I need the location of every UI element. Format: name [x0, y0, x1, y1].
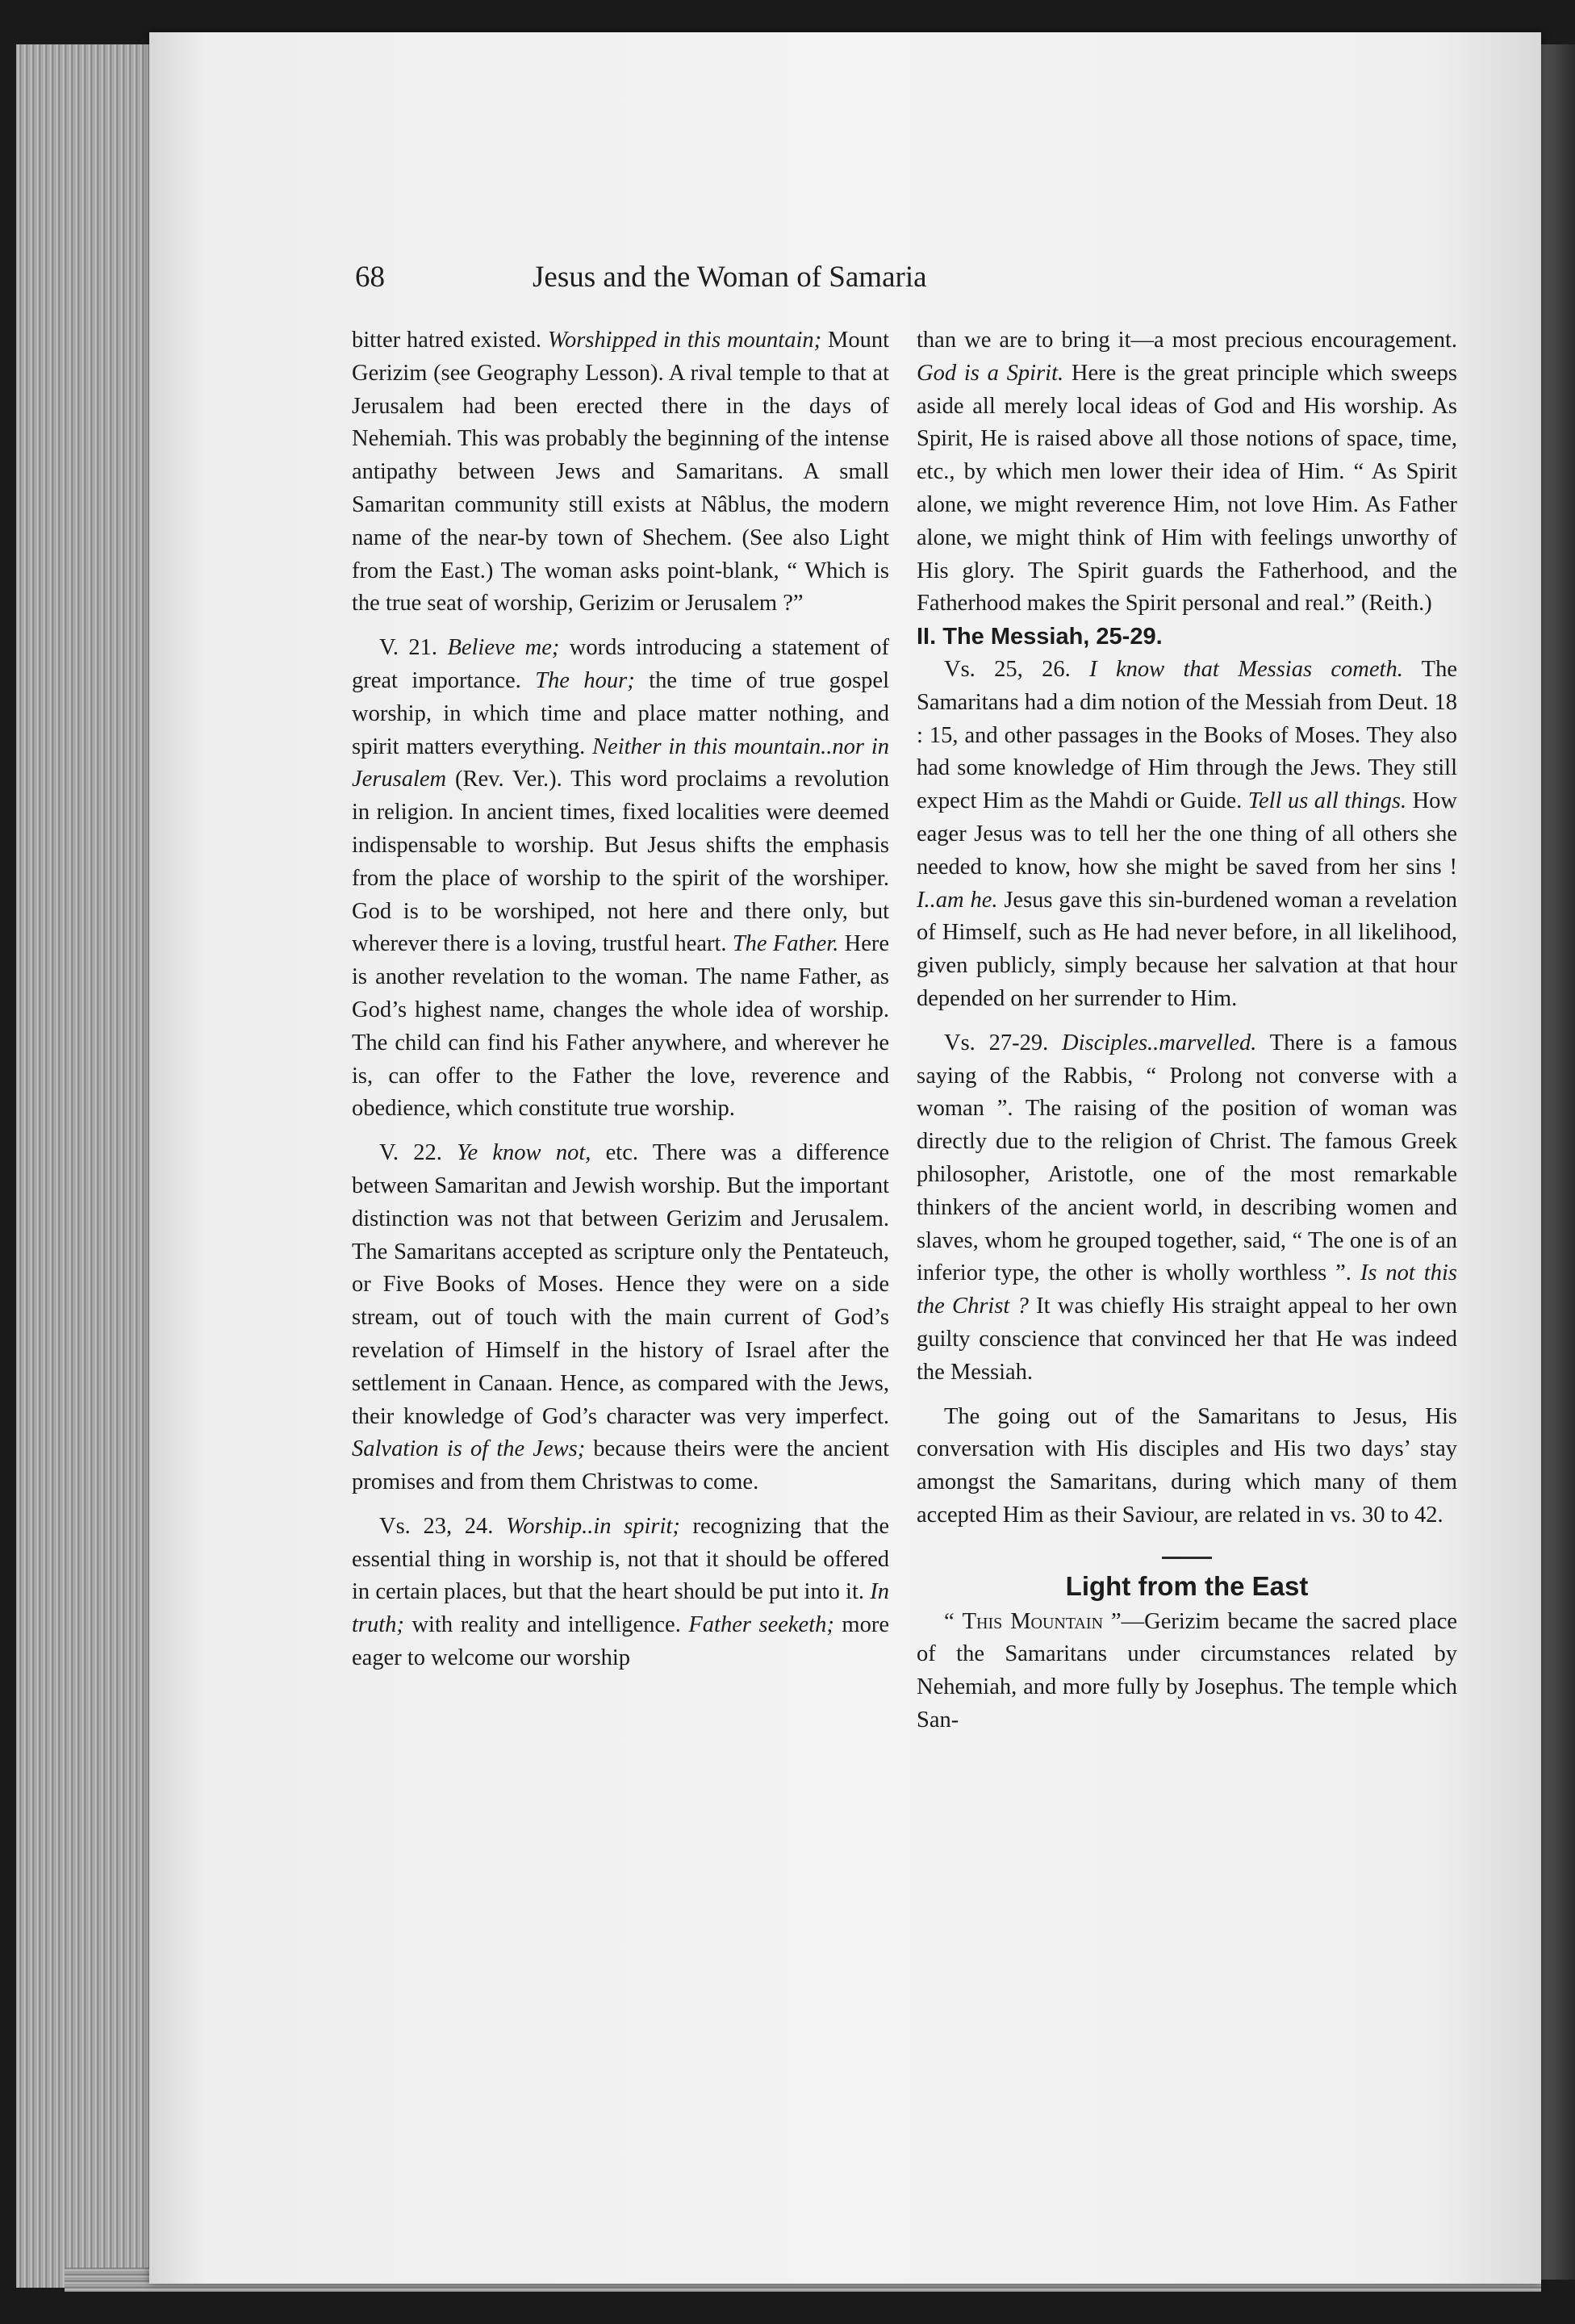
- paragraph-this-mountain: “ This Mountain ”—Gerizim became the sacred place of the Samaritans under circumstances related by Nehemiah, and more fully by Josephus. The temple which San-: [917, 1608, 1458, 1733]
- running-title: Jesus and the Woman of Samaria: [533, 261, 927, 294]
- paragraph-v21: V. 21. Believe me; words introducing a statement of great importance. The hour; the time of true gospel worship, in which time and place matter nothing, and spirit matters everything. Neither in this mountain..nor in Jerusalem (Rev. Ver.). This word proclaims a revolution in religion. In ancient times, fixed localities were deemed indispensable to worship. But Jesus shifts the emphasis from the place of worship to the spirit of the worshiper. God is to be worshiped, not here and there only, but wherever there is a loving, trustful heart. The Father. Here is another revelation to the woman. The name Father, as God’s highest name, changes the whole idea of worship. The child can find his Father anywhere, and wherever he is, can offer to the Father the love, reverence and obedience, which constitute true worship.: [352, 635, 889, 1122]
- section-heading: II. The Messiah, 25-29.: [917, 624, 1163, 650]
- section-divider: [1162, 1557, 1212, 1559]
- paragraph-v22: V. 22. Ye know not, etc. There was a difference between Samaritan and Jewish worship. But the important distinction was not that between Gerizim and Jerusalem. The Samaritans accepted as scripture only the Pentateuch, or Five Books of Moses. Hence they were on a side stream, out of touch with the main current of God’s revelation of Himself in the history of Israel after the settlement in Canaan. Hence, as compared with the Jews, their knowledge of God’s character was very imperfect. Salvation is of the Jews; because theirs were the ancient promises and from them Christwas to come.: [352, 1140, 890, 1495]
- paragraph-v25-26: Vs. 25, 26. I know that Messias cometh. The Samaritans had a dim notion of the Messiah from Deut. 18 : 15, and other passages in the Books of Moses. They also had some knowledge of Him through the Jews. They still expect Him as the Mahdi or Guide. Tell us all things. How eager Jesus was to tell her the one thing of all others she needed to know, how she might be saved from her sins ! I..am he. Jesus gave this sin-burdened woman a revelation of Himself, such as He had never before, in all likelihood, given publicly, simply because her salvation at that hour depended on her surrender to Him.: [917, 656, 1457, 1011]
- section-title: Light from the East: [1065, 1570, 1309, 1601]
- page-header: [355, 260, 1460, 300]
- facing-page-edge: [1541, 44, 1575, 2280]
- book-page-edges: [16, 44, 157, 2288]
- paragraph-v27-29: Vs. 27-29. Disciples..marvelled. There is a famous saying of the Rabbis, “ Prolong not converse with a woman ”. The raising of the position of woman was directly due to the religion of Christ. The famous Greek philosopher, Aristotle, one of the most remarkable thinkers of the ancient world, in describing women and slaves, whom he grouped together, said, “ The one is of an inferior type, the other is wholly worthless ”. Is not this the Christ ? It was chiefly His straight appeal to her own guilty conscience that convinced her that He was indeed the Messiah.: [917, 1030, 1457, 1385]
- paragraph: bitter hatred existed. Worshipped in this mountain; Mount Gerizim (see Geography Lesson). A rival temple to that at Jerusalem had been erected there in the days of Nehemiah. This was probably the beginning of the intense antipathy between Jews and Samaritans. A small Samaritan community still exists at Nâblus, the modern name of the near-by town of Shechem. (See also Light from the East.) The woman asks point-blank, “ Which is the true seat of worship, Gerizim or Jerusalem ?”: [352, 328, 889, 617]
- left-column: [352, 324, 889, 1675]
- paragraph-summary: The going out of the Samaritans to Jesus, His conversation with His disciples and His two days’ stay amongst the Samaritans, during which many of them accepted Him as their Saviour, are related in vs. 30 to 42.: [917, 1403, 1457, 1528]
- paragraph-v23-24: Vs. 23, 24. Worship..in spirit; recognizing that the essential thing in worship is, not that it should be offered in certain places, but that the heart should be put into it. In truth; with reality and intelligence. Father seeketh; more eager to welcome our worship: [352, 1513, 889, 1671]
- page-number: 68: [355, 261, 385, 294]
- paragraph: than we are to bring it—a most precious encouragement. God is a Spirit. Here is the great principle which sweeps aside all merely local ideas of God and His worship. As Spirit, He is raised above all those notions of space, time, etc., by which men lower their idea of Him. “ As Spirit alone, we might reverence Him, not love Him. As Father alone, we might think of Him with feelings unworthy of His glory. The Spirit guards the Fatherhood, and the Fatherhood makes the Spirit personal and real.” (Reith.): [917, 328, 1458, 617]
- right-column: [917, 324, 1457, 1737]
